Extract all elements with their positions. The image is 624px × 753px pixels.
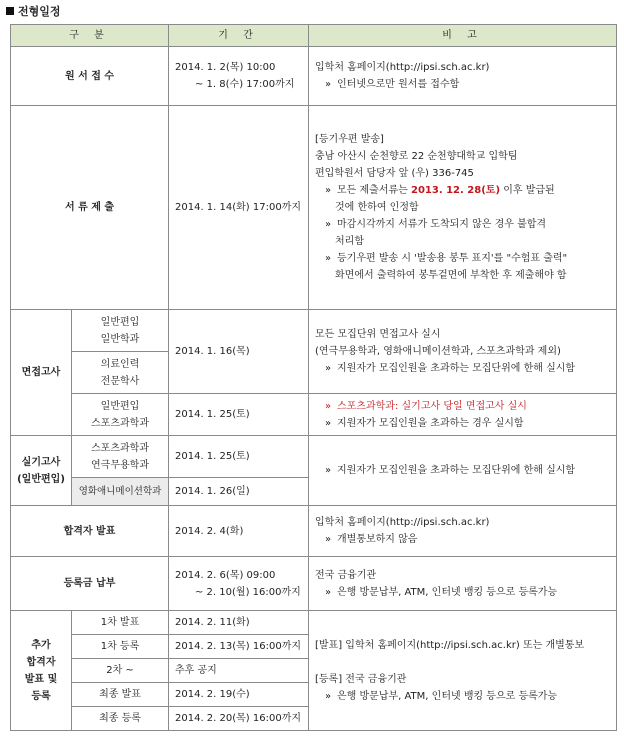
remark-text: 지원자가 모집인원을 초과하는 모집단위에 한해 실시함 <box>337 363 576 374</box>
sub-additional: 최종 등록 <box>72 707 169 731</box>
remark-additional <box>309 611 617 731</box>
label-documents: 서 류 제 출 <box>11 106 169 310</box>
label-additional <box>11 611 72 731</box>
sub-line: 스포츠과학과 <box>91 442 149 454</box>
period-line: 2014. 1. 2(목) 10:00 <box>175 62 276 73</box>
remark-line: 처리함 <box>335 236 364 247</box>
row-additional-1 <box>11 611 617 635</box>
deadline-date: 2013. 12. 28(토) <box>410 185 501 196</box>
row-practical-a <box>11 436 617 478</box>
label-line: 합격자 <box>26 656 56 668</box>
period-line: 2014. 2. 6(목) 09:00 <box>175 569 276 581</box>
remark-line: 전국 금융기관 <box>315 569 377 581</box>
sub-line: 연극무용학과 <box>91 459 149 471</box>
remark-line: 모든 모집단위 면접고사 실시 <box>315 329 441 340</box>
period-tuition <box>169 557 309 611</box>
bullet-icon: » <box>325 690 332 702</box>
remark-text: 은행 방문납부, ATM, 인터넷 뱅킹 등으로 등록가능 <box>337 690 558 702</box>
sub-additional: 1차 발표 <box>72 611 169 635</box>
period-interview-a: 2014. 1. 16(목) <box>169 310 309 394</box>
remark-tuition <box>309 557 617 611</box>
row-documents <box>11 106 617 310</box>
header-remarks: 비 고 <box>309 25 617 47</box>
period-announcement: 2014. 2. 4(화) <box>169 506 309 557</box>
period-application <box>169 47 309 106</box>
row-tuition <box>11 557 617 611</box>
bullet-icon: » <box>325 465 332 476</box>
remark-announcement <box>309 506 617 557</box>
bullet-icon: » <box>325 400 332 412</box>
sub-line: 일반편입 <box>100 400 140 412</box>
bullet-icon: » <box>325 79 332 90</box>
sub-line: 일반편입 <box>100 316 140 328</box>
period-additional: 2014. 2. 11(화) <box>169 611 309 635</box>
label-line: (일반편입) <box>17 473 65 485</box>
bullet-icon: » <box>325 185 332 196</box>
period-additional: 추후 공지 <box>169 659 309 683</box>
header-category: 구 분 <box>11 25 169 47</box>
remark-line: [등록] 전국 금융기관 <box>315 673 407 685</box>
remark-line: [발표] 입학처 홈페이지(http://ipsi.sch.ac.kr) 또는 개별통보 <box>315 639 585 651</box>
remark-text: 스포츠과학과: 실기고사 당일 면접고사 실시 <box>337 400 527 412</box>
bullet-icon: » <box>325 219 332 230</box>
label-line: 실기고사 <box>21 456 61 468</box>
remark-documents <box>309 106 617 310</box>
period-line: ~ 2. 10(월) 16:00까지 <box>195 586 301 598</box>
label-line: 추가 <box>31 639 51 651</box>
label-application: 원 서 접 수 <box>11 47 169 106</box>
remark-line: 입학처 홈페이지(http://ipsi.sch.ac.kr) <box>315 62 490 73</box>
row-announcement <box>11 506 617 557</box>
row-interview-general <box>11 310 617 352</box>
sub-line: 일반학과 <box>100 333 140 345</box>
section-title-text: 전형일정 <box>18 5 61 18</box>
sub-line: 스포츠과학과 <box>91 417 149 429</box>
remark-line: 입학처 홈페이지(http://ipsi.sch.ac.kr) <box>315 517 490 528</box>
period-practical-a: 2014. 1. 25(토) <box>169 436 309 478</box>
bullet-icon: » <box>325 586 332 598</box>
remark-interview-b <box>309 394 617 436</box>
label-tuition: 등록금 납부 <box>11 557 169 611</box>
period-practical-b: 2014. 1. 26(일) <box>169 478 309 506</box>
remark-text: 개별통보하지 않음 <box>337 534 418 545</box>
remark-practical <box>309 436 617 506</box>
sub-additional: 최종 발표 <box>72 683 169 707</box>
period-additional: 2014. 2. 19(수) <box>169 683 309 707</box>
label-line: 등록 <box>31 690 51 702</box>
square-bullet-icon <box>6 7 14 15</box>
remark-line: [등기우편 발송] <box>315 134 384 145</box>
remark-text: 등기우편 발송 시 '발송용 봉투 표지'를 "수험표 출력" <box>337 253 568 264</box>
sub-line: 전문학사 <box>100 375 140 387</box>
sub-additional: 1차 등록 <box>72 635 169 659</box>
label-line: 발표 및 <box>24 673 58 685</box>
header-period: 기 간 <box>169 25 309 47</box>
section-title <box>6 3 61 19</box>
remark-application <box>309 47 617 106</box>
remark-line: 화면에서 출력하여 봉투겉면에 부착한 후 제출해야 함 <box>335 270 567 281</box>
remark-text: 모든 제출서류는 <box>337 185 411 196</box>
bullet-icon: » <box>325 534 332 545</box>
bullet-icon: » <box>325 417 332 429</box>
sub-practical-b: 영화애니메이션학과 <box>72 478 169 506</box>
row-application <box>11 47 617 106</box>
remark-line: (연극무용학과, 영화애니메이션학과, 스포츠과학과 제외) <box>315 346 561 357</box>
remark-line: 편입학원서 담당자 앞 (우) 336-745 <box>315 168 474 179</box>
row-interview-sports <box>11 394 617 436</box>
sub-practical-a <box>72 436 169 478</box>
remark-text: 지원자가 모집인원을 초과하는 모집단위에 한해 실시함 <box>337 465 576 476</box>
period-documents: 2014. 1. 14(화) 17:00까지 <box>169 106 309 310</box>
remark-text: 마감시각까지 서류가 도착되지 않은 경우 불합격 <box>337 219 547 230</box>
period-additional: 2014. 2. 20(목) 16:00까지 <box>169 707 309 731</box>
sub-interview-medical <box>72 352 169 394</box>
sub-interview-general <box>72 310 169 352</box>
label-interview: 면접고사 <box>11 310 72 436</box>
remark-line: 충남 아산시 순천향로 22 순천향대학교 입학팀 <box>315 151 518 162</box>
header-row <box>11 25 617 47</box>
bullet-icon: » <box>325 253 332 264</box>
remark-line: 인터넷으로만 원서를 접수함 <box>337 79 460 90</box>
bullet-icon: » <box>325 363 332 374</box>
label-practical <box>11 436 72 506</box>
sub-additional: 2차 ~ <box>72 659 169 683</box>
remark-text: 지원자가 모집인원을 초과하는 경우 실시함 <box>337 417 524 429</box>
sub-interview-sports <box>72 394 169 436</box>
remark-text: 은행 방문납부, ATM, 인터넷 뱅킹 등으로 등록가능 <box>337 586 558 598</box>
remark-text: 이후 발급된 <box>500 185 555 196</box>
period-additional: 2014. 2. 13(목) 16:00까지 <box>169 635 309 659</box>
schedule-table <box>10 24 617 731</box>
remark-interview-a <box>309 310 617 394</box>
sub-line: 의료인력 <box>100 358 140 370</box>
label-announcement: 합격자 발표 <box>11 506 169 557</box>
period-line: ~ 1. 8(수) 17:00까지 <box>195 79 295 90</box>
remark-line: 것에 한하여 인정함 <box>335 202 419 213</box>
period-interview-b: 2014. 1. 25(토) <box>169 394 309 436</box>
